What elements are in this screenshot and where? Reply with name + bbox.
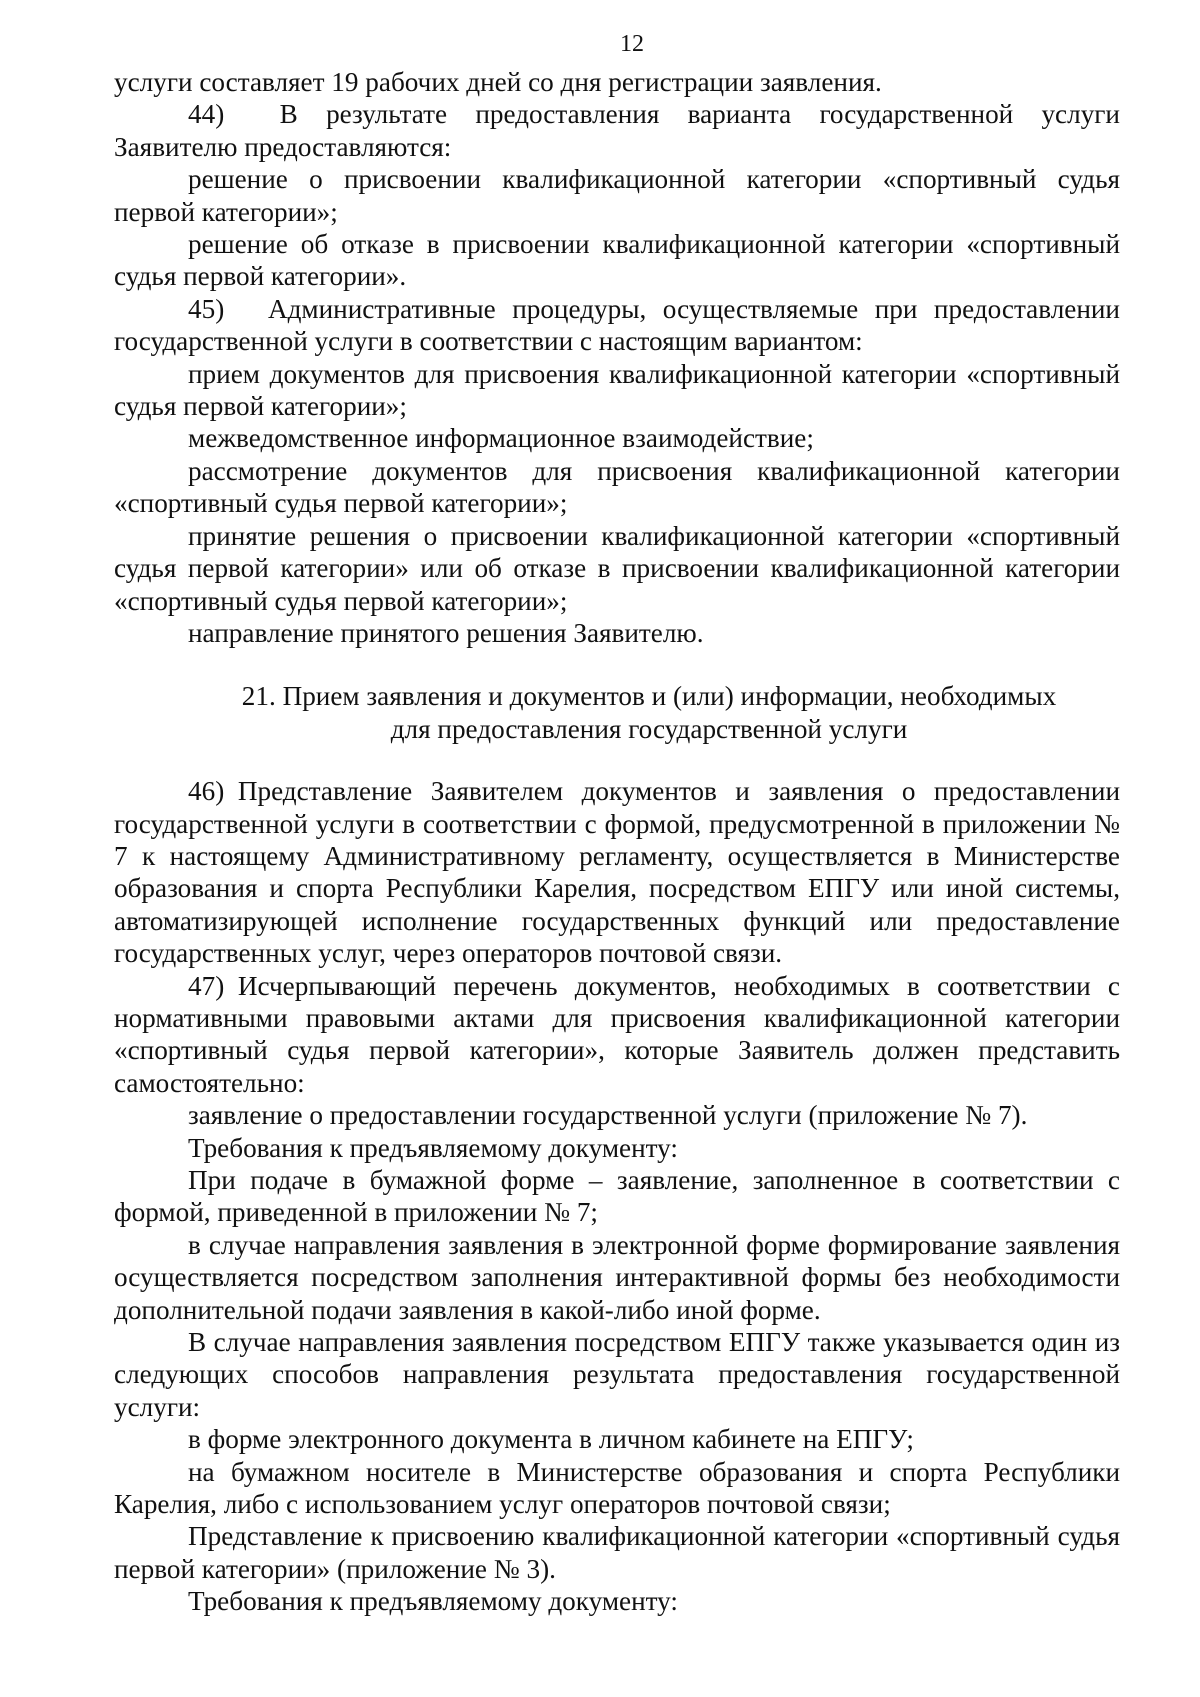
list-item-decision-assign: решение о присвоении квалификационной категории «спортивный судья первой категории»; xyxy=(114,164,1120,227)
list-item-electronic-doc: в форме электронного документа в личном кабинете на ЕПГУ; xyxy=(188,1424,914,1455)
paragraph-electronic-form: в случае направления заявления в электронной форме формирование заявления осуществляется посредством заполнения интерактивной формы без необходимости дополнительной подачи заявления в какой-либо иной форме. xyxy=(114,1229,1120,1325)
list-item-interagency: межведомственное информационное взаимодействие; xyxy=(188,423,814,454)
section-heading xyxy=(114,680,1120,745)
page-number: 12 xyxy=(620,31,644,57)
list-item-receive-documents: прием документов для присвоения квалификационной категории «спортивный судья первой категории»; xyxy=(114,358,1120,422)
paragraphs-top xyxy=(114,66,1120,649)
list-item-review-documents: рассмотрение документов для присвоения квалификационной категории «спортивный судья первой категории»; xyxy=(114,455,1120,519)
list-item-decision-making: принятие решения о присвоении квалификационной категории «спортивный судья первой категории» или об отказе в присвоении квалификационной категории «спортивный судья первой категории»; xyxy=(114,520,1120,616)
paragraph-45: 45) Административные процедуры, осуществляемые при предоставлении государственной услуги в соответствии с настоящим вариантом: xyxy=(114,293,1120,357)
paragraph-epgu-method: В случае направления заявления посредством ЕПГУ также указывается один из следующих способов направления результата предоставления государственной услуги: xyxy=(114,1327,1120,1422)
spacer xyxy=(114,649,1120,680)
list-item-decision-refuse: решение об отказе в присвоении квалификационной категории «спортивный судья первой категории». xyxy=(114,229,1120,292)
list-item-send-decision: направление принятого решения Заявителю. xyxy=(188,617,704,648)
requirements-heading-2: Требования к предъявляемому документу: xyxy=(188,1586,678,1617)
requirements-heading: Требования к предъявляемому документу: xyxy=(188,1132,678,1163)
paragraph-47: 47) Исчерпывающий перечень документов, необходимых в соответствии с нормативными правовыми актами для присвоения квалификационной категории «спортивный судья первой категории», которые Заявитель должен представить самостоятельно: xyxy=(114,970,1120,1098)
spacer xyxy=(114,745,1120,775)
paragraph-term: услуги составляет 19 рабочих дней со дня регистрации заявления. xyxy=(114,67,882,97)
document-page xyxy=(114,24,1120,1618)
paragraph-46: 46) Представление Заявителем документов и заявления о предоставлении государственной услуги в соответствии с формой, предусмотренной в приложении № 7 к настоящему Административному регламенту, осуществляется в Министерстве образования и спорта Республики Карелия, посредством ЕПГУ или иной системы, автоматизирующей исполнение государственных функций или предоставление государственных услуг, через операторов почтовой связи. xyxy=(114,776,1120,969)
list-item-application: заявление о предоставлении государственной услуги (приложение № 7). xyxy=(188,1100,1028,1131)
section-heading-line-2: для предоставления государственной услуги xyxy=(390,713,908,744)
section-heading-line-1: 21. Прием заявления и документов и (или) информации, необходимых xyxy=(241,681,1057,712)
paragraphs-bottom xyxy=(114,775,1120,1618)
list-item-paper-carrier: на бумажном носителе в Министерстве образования и спорта Республики Карелия, либо с использованием услуг операторов почтовой связи; xyxy=(114,1456,1120,1520)
paragraph-paper-form: При подаче в бумажной форме – заявление, заполненное в соответствии с формой, приведенной в приложении № 7; xyxy=(114,1165,1120,1228)
paragraph-nomination: Представление к присвоению квалификационной категории «спортивный судья первой категории» (приложение № 3). xyxy=(114,1521,1120,1584)
paragraph-44: 44) В результате предоставления варианта государственной услуги Заявителю предоставляются: xyxy=(114,99,1120,162)
